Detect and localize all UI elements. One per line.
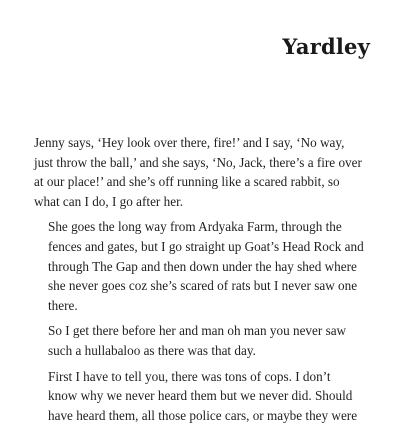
text-line: fences and gates, but I go straight up Goat’s Head Rock and (48, 238, 364, 254)
text-line: know why we never heard them but we never did. Should (48, 388, 353, 404)
text-line: she never goes coz she’s scared of rats but I never saw one (48, 278, 358, 294)
text-line: Jenny says, ‘Hey look over there, fire!’ and I say, ‘No way, (34, 135, 345, 150)
text-line: what can I do, I go after her. (34, 193, 184, 209)
text-line: just throw the ball,’ and she says, ‘No, Jack, there’s a fire over (34, 154, 362, 170)
paragraph-3 (34, 321, 374, 360)
chapter-title: Yardley (282, 34, 370, 59)
text-line: such a hullabaloo as there was that day. (48, 342, 256, 358)
paragraph-1 (34, 133, 374, 211)
chapter-body (34, 133, 374, 431)
text-line: at our place!’ and she’s off running like a scared rabbit, so (34, 174, 340, 190)
text-line: have heard them, all those police cars, or maybe they were (48, 407, 358, 423)
paragraph-2 (34, 217, 374, 315)
text-line: So I get there before her and man oh man you never saw (48, 323, 347, 339)
text-line: She goes the long way from Ardyaka Farm, through the (48, 219, 342, 235)
paragraph-4 (34, 367, 374, 426)
text-line: through The Gap and then down under the hay shed where (48, 258, 357, 274)
text-line: there. (48, 297, 78, 313)
text-line: First I have to tell you, there was tons of cops. I don’t (48, 368, 331, 384)
